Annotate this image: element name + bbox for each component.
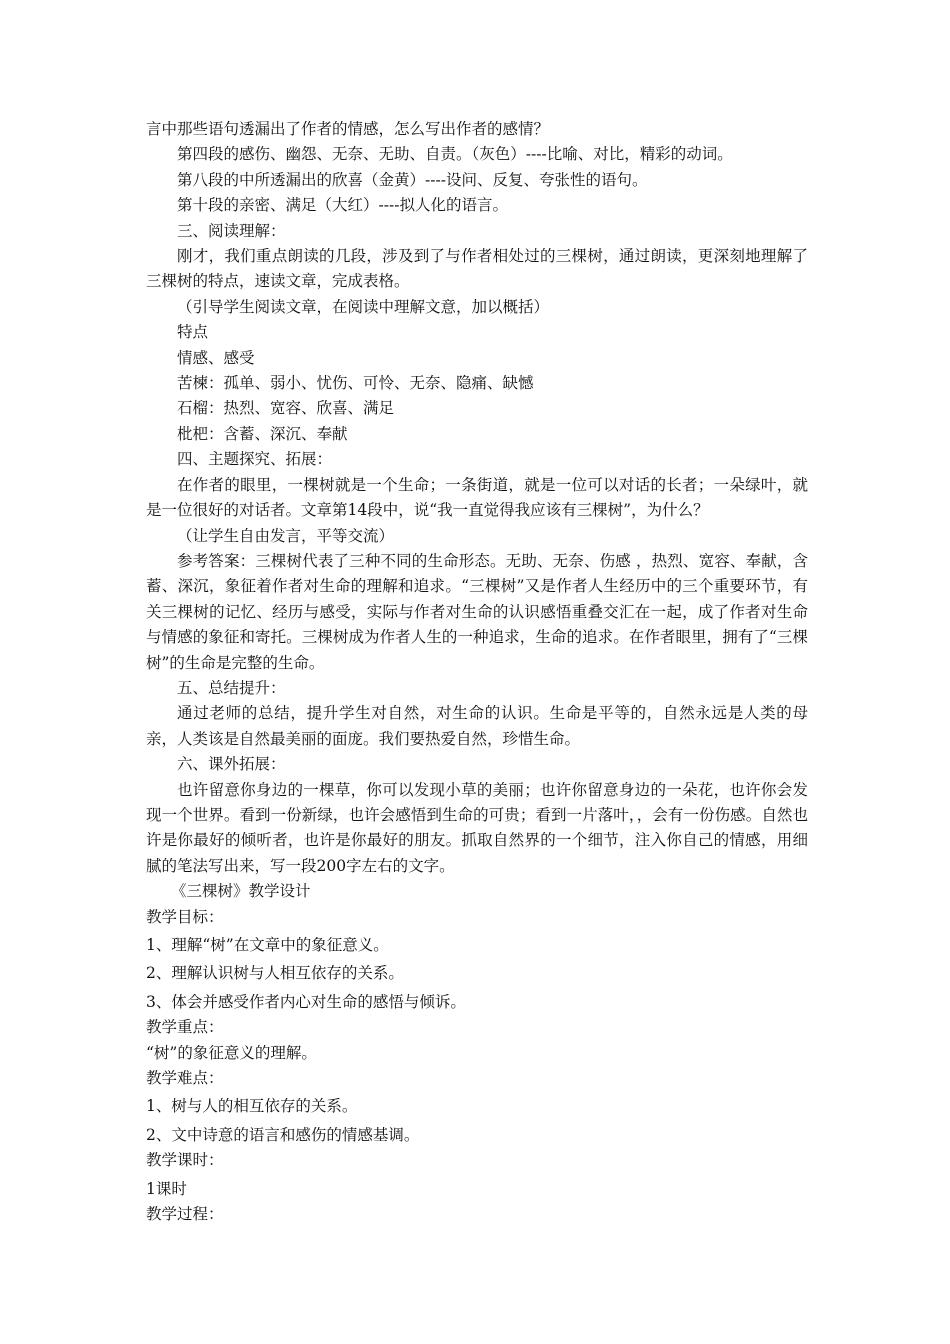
heading-teaching-goals: 教学目标： xyxy=(146,907,224,926)
heading-extension: 六、课外拓展： xyxy=(177,755,286,774)
heading-summary: 五、总结提升： xyxy=(177,678,286,697)
paragraph-intro-continuation: 言中那些语句透漏出了作者的情感，怎么写出作者的感情？ xyxy=(146,120,550,138)
goal-item-3: 3、体会并感受作者内心对生命的感悟与倾诉。 xyxy=(146,992,466,1011)
tree-loquat: 枇杷：含蓄、深沉、奉献 xyxy=(177,424,348,443)
paragraph-eighth-section: 第八段的中所透漏出的欣喜（金黄）----设问、反复、夸张性的语句。 xyxy=(177,170,648,189)
paragraph-free-discussion: （让学生自由发言，平等交流） xyxy=(177,526,395,545)
heading-teaching-focus: 教学重点： xyxy=(146,1018,224,1037)
heading-reading-comprehension: 三、阅读理解： xyxy=(177,221,286,240)
heading-class-hours: 教学课时： xyxy=(146,1151,224,1170)
heading-teaching-difficulty: 教学难点： xyxy=(146,1069,224,1088)
paragraph-reference-answer: 参考答案：三棵树代表了三种不同的生命形态。无助、无奈、伤感 ，热烈、宽容、奉献，含蓄、深沉，象征着作者对生命的理解和追求。“三棵树”又是作者人生经历中的三个重要环节，有关三棵树的记忆、经历与感受，实际与作者对生命的认识感悟重叠交汇在一起，成了作者对生命与情感的象征和寄托。三棵树成为作者人生的一种追求，生命的追求。在作者眼里，拥有了“三棵树”的生命是完整的生命。 xyxy=(146,551,808,672)
paragraph-guide-reading: （引导学生阅读文章，在阅读中理解文意，加以概括） xyxy=(177,297,550,316)
paragraph-reading-task: 刚才，我们重点朗读的几段，涉及到了与作者相处过的三棵树，通过朗读，更深刻地理解了三棵树的特点，速读文章，完成表格。 xyxy=(146,247,808,291)
paragraph-extension: 也许留意你身边的一棵草，你可以发现小草的美丽；也许你留意身边的一朵花，也许你会发现一个世界。看到一份新绿，也许会感悟到生命的可贵；看到一片落叶，，会有一份伤感。自然也许是你最好的倾听者，也许是你最好的朋友。抓取自然界的一个细节，注入你自己的情感，用细腻的笔法写出来，写一段200字左右的文字。 xyxy=(146,780,808,875)
difficulty-item-1: 1、树与人的相互依存的关系。 xyxy=(146,1097,358,1116)
heading-teaching-design: 《三棵树》教学设计 xyxy=(171,882,311,901)
label-feelings: 情感、感受 xyxy=(177,348,255,367)
paragraph-fourth-section: 第四段的感伤、幽怨、无奈、无助、自责。（灰色）----比喻、对比，精彩的动词。 xyxy=(177,145,733,164)
paragraph-summary: 通过老师的总结，提升学生对自然，对生命的认识。生命是平等的，自然永远是人类的母亲，人类该是自然最美丽的面庞。我们要热爱自然，珍惜生命。 xyxy=(146,704,808,748)
tree-chinaberry: 苦楝：孤单、弱小、忧伤、可怜、无奈、隐痛、缺憾 xyxy=(177,374,534,393)
tree-pomegranate: 石榴：热烈、宽容、欣喜、满足 xyxy=(177,399,395,418)
paragraph-tenth-section: 第十段的亲密、满足（大红）----拟人化的语言。 xyxy=(177,196,508,215)
goal-item-1: 1、理解“树”在文章中的象征意义。 xyxy=(146,936,389,954)
goal-item-2: 2、理解认识树与人相互依存的关系。 xyxy=(146,964,404,983)
heading-theme-exploration: 四、主题探究、拓展： xyxy=(177,450,333,469)
paragraph-theme-question: 在作者的眼里，一棵树就是一个生命；一条街道，就是一位可以对话的长者；一朵绿叶，就是一位很好的对话者。文章第14段中，说“我一直觉得我应该有三棵树”，为什么？ xyxy=(146,475,808,520)
class-hours-value: 1课时 xyxy=(146,1179,187,1198)
heading-teaching-process: 教学过程： xyxy=(146,1205,224,1224)
difficulty-item-2: 2、文中诗意的语言和感伤的情感基调。 xyxy=(146,1125,420,1144)
focus-item: “树”的象征意义的理解。 xyxy=(146,1043,317,1062)
document-page xyxy=(146,117,808,1227)
label-features: 特点 xyxy=(177,323,209,342)
